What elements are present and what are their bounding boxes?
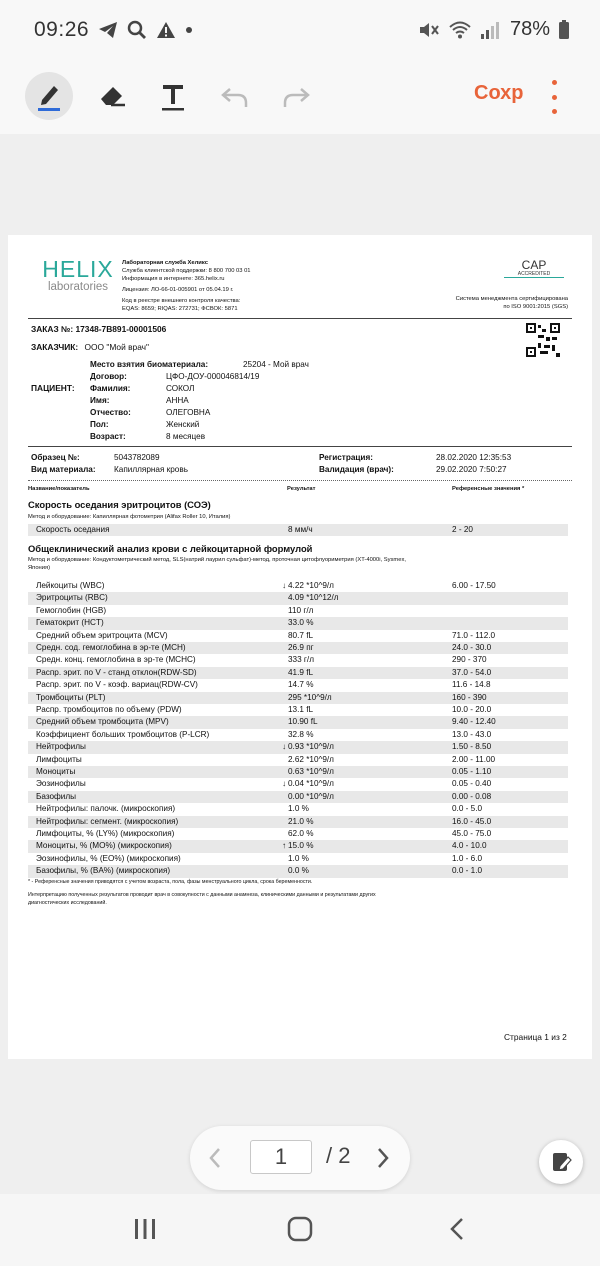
previous-page-icon[interactable]: [206, 1146, 224, 1170]
cell-ref: 1.0 - 6.0: [452, 853, 483, 863]
table-row: [28, 704, 568, 716]
table-row: [28, 816, 568, 828]
cell-name: Распр. тромбоцитов по объему (PDW): [36, 705, 182, 714]
cell-ref: 16.0 - 45.0: [452, 816, 492, 826]
cell-ref: 0.05 - 0.40: [452, 779, 492, 789]
cell-result: 21.0 %: [288, 816, 314, 826]
save-button[interactable]: Сохр: [474, 82, 524, 104]
cell-ref: 71.0 - 112.0: [452, 630, 496, 640]
lab-info: Информация в интернете: 365.helix.ru: [122, 276, 225, 282]
cell-result: 10.90 fL: [288, 717, 318, 727]
undo-button[interactable]: [211, 72, 259, 120]
pen-tool-button[interactable]: [25, 72, 73, 120]
table-row: [28, 754, 568, 766]
page-navigator: [190, 1126, 410, 1190]
table-row: [28, 642, 568, 654]
more-options-icon[interactable]: [548, 80, 560, 114]
cell-name: Эритроциты (RBC): [36, 593, 108, 603]
patient-block: Место взятия биоматериала: 25204 - Мой врач Договор: ЦФО-ДОУ-000046814/19 Фамилия: СОКОЛ Имя: АННА Отчество: ОЛЕГОВНА Пол: Женский Возраст: 8 месяцев: [90, 360, 309, 441]
table-row: [28, 716, 568, 728]
table-row: [28, 865, 568, 877]
cell-result: 26.9 пг: [288, 643, 314, 652]
cell-result: 32.8 %: [288, 729, 314, 739]
document-viewer[interactable]: [0, 134, 600, 1194]
cell-name: Лимфоциты, % (LY%) (микроскопия): [36, 829, 175, 838]
recent-apps-icon[interactable]: [133, 1218, 157, 1240]
table-row: [28, 853, 568, 865]
logo-laboratories: laboratories: [47, 281, 109, 293]
cell-ref: 0.05 - 1.10: [452, 767, 492, 776]
cell-result: 110 г/л: [288, 605, 314, 615]
material-value: Капиллярная кровь: [114, 465, 188, 474]
sample-value: 5043782089: [114, 453, 160, 462]
text-icon: [159, 81, 187, 111]
cell-name: Лейкоциты (WBC): [36, 581, 105, 590]
table-row: [28, 741, 568, 753]
registration-label: Регистрация:: [319, 453, 373, 462]
cell-name: Эозинофилы: [36, 779, 86, 789]
cell-name: Коэффициент больших тромбоцитов (P-LCR): [36, 729, 210, 739]
column-name-header: Название/показатель: [28, 486, 90, 492]
next-page-icon[interactable]: [374, 1146, 392, 1170]
cell-name: Базофилы, % (BA%) (микроскопия): [36, 866, 171, 876]
customer-label: ЗАКАЗЧИК:: [31, 342, 79, 352]
validation-value: 29.02.2020 7:50:27: [436, 465, 507, 474]
cell-ref: 13.0 - 43.0: [452, 729, 492, 739]
page-total: / 2: [326, 1143, 351, 1168]
cell-name: Средний объем эритроцита (MCV): [36, 630, 168, 640]
table-row: [28, 828, 568, 840]
order-number: ЗАКАЗ №: 17348-7B891-00001506: [31, 324, 167, 334]
cell-name: Гематокрит (HCT): [36, 618, 104, 628]
search-icon: [127, 20, 147, 40]
table-row: [28, 630, 568, 642]
cell-name: Распр. эрит. по V - станд отклон(RDW-SD): [36, 667, 197, 677]
interpretation-note: Интерпретацию полученных результатов проводит врач в совокупности с данными анамнеза, клиническими данными и результатами других диагностических исследований.: [28, 892, 376, 906]
cell-ref: 9.40 - 12.40: [452, 717, 496, 727]
table-row: [28, 654, 568, 666]
table-row: Скорость оседания 8 мм/ч 2 - 20: [28, 524, 568, 536]
table-row: [28, 692, 568, 704]
text-tool-button[interactable]: [149, 72, 197, 120]
cell-ref: 10.0 - 20.0: [452, 705, 492, 714]
cell-flag: ↑: [281, 841, 287, 851]
cell-ref: 45.0 - 75.0: [452, 829, 492, 838]
table-row: [28, 580, 568, 592]
cell-result: 1.0 %: [288, 804, 309, 814]
cell-result: 0.93 *10^9/л: [288, 742, 334, 752]
cbc-section-title: Общеклинический анализ крови с лейкоцитарной формулой: [28, 543, 313, 554]
battery-percent: 78%: [509, 18, 550, 40]
logo-helix: HELIX: [42, 256, 114, 282]
table-row: [28, 766, 568, 778]
redo-icon: [281, 83, 311, 109]
cell-ref: 0.0 - 1.0: [452, 866, 483, 876]
table-row: [28, 667, 568, 679]
cell-flag: ↓: [281, 779, 287, 789]
iso-line1: Система менеджмента сертифицирована: [455, 296, 568, 302]
wifi-icon: [448, 20, 472, 40]
lab-name: Лабораторная служба Хеликс: [122, 260, 208, 266]
signal-icon: [480, 20, 502, 40]
cell-result: 13.1 fL: [288, 705, 314, 714]
cell-result: 33.0 %: [288, 618, 314, 628]
cell-ref: 4.0 - 10.0: [452, 841, 487, 851]
cell-result: 4.22 *10^9/л: [288, 581, 334, 590]
cell-name: Моноциты, % (MO%) (микроскопия): [36, 841, 172, 851]
cell-ref: 6.00 - 17.50: [452, 581, 496, 590]
cell-ref: 1.50 - 8.50: [452, 742, 492, 752]
battery-icon: [558, 20, 570, 40]
cell-ref: 2.00 - 11.00: [452, 754, 496, 764]
cell-name: Эозинофилы, % (EO%) (микроскопия): [36, 853, 181, 863]
cell-result: 0.04 *10^9/л: [288, 779, 334, 789]
cell-result: 80.7 fL: [288, 630, 314, 640]
column-ref-header: Референсные значения *: [452, 486, 525, 492]
cell-result: 333 г/л: [288, 655, 314, 665]
document-page: [8, 235, 592, 1059]
status-bar: [0, 0, 600, 62]
status-time: 09:26: [34, 18, 90, 41]
cell-name: Гемоглобин (HGB): [36, 605, 107, 615]
cell-result: 0.0 %: [288, 866, 309, 876]
cell-name: Распр. эрит. по V - коэф. вариац(RDW-CV): [36, 680, 198, 690]
cell-result: 0.63 *10^9/л: [288, 767, 334, 776]
table-row: [28, 791, 568, 803]
mute-icon: [418, 20, 440, 40]
cap-logo: CAP ACCREDITED: [504, 259, 564, 278]
home-icon[interactable]: [287, 1216, 313, 1242]
editor-toolbar: [0, 62, 600, 134]
cell-result: 41.9 fL: [288, 667, 314, 677]
cell-name: Лимфоциты: [36, 754, 82, 764]
cell-name: Средний объем тромбоцита (MPV): [36, 717, 169, 727]
cell-ref: 0.00 - 0.08: [452, 791, 492, 801]
validation-label: Валидация (врач):: [319, 465, 394, 474]
cell-ref: 0.0 - 5.0: [452, 804, 483, 814]
table-row: [28, 605, 568, 617]
warning-icon: [156, 21, 176, 39]
cell-ref: 11.6 - 14.8: [452, 680, 491, 690]
system-nav-bar: [0, 1194, 600, 1266]
telegram-icon: [98, 21, 118, 39]
edit-pdf-button[interactable]: [539, 1140, 583, 1184]
edit-document-icon: [549, 1150, 573, 1174]
table-row: [28, 840, 568, 852]
eraser-icon: [97, 82, 127, 110]
cell-name: Нейтрофилы: палочк. (микроскопия): [36, 804, 176, 814]
cell-name: Средн. сод. гемоглобина в эр-те (MCH): [36, 643, 186, 652]
table-row: [28, 729, 568, 741]
sample-label: Образец №:: [31, 453, 80, 462]
table-row: [28, 592, 568, 604]
table-row: [28, 617, 568, 629]
esr-method: Метод и оборудование: Капиллярная фотометрия (Alifax Roller 10, Италия): [28, 514, 231, 520]
helix-logo: [38, 257, 118, 293]
cell-result: 0.00 *10^9/л: [288, 791, 334, 801]
cell-name: Нейтрофилы: [36, 742, 86, 752]
iso-line2: по ISO 9001:2015 (SGS): [503, 304, 568, 310]
cell-name: Базофилы: [36, 791, 77, 801]
lab-license: Лицензия: ЛО-66-01-005901 от 05.04.19 г.: [122, 287, 234, 293]
cell-result: 14.7 %: [288, 680, 314, 690]
table-row: [28, 803, 568, 815]
lab-reg-code: Код в реестре внешнего контроля качества:: [122, 298, 241, 304]
undo-icon: [220, 83, 250, 109]
customer-value: ООО "Мой врач": [84, 342, 150, 352]
cell-result: 62.0 %: [288, 829, 314, 838]
cell-flag: ↓: [281, 581, 287, 590]
page-number-input[interactable]: 1: [250, 1140, 312, 1174]
footnote: * - Референсные значения приводятся с учетом возраста, пола, фазы менструального цикла, срока беременности.: [28, 879, 313, 885]
cell-name: Тромбоциты (PLT): [36, 692, 106, 702]
back-icon[interactable]: [448, 1216, 466, 1242]
cell-name: Средн. конц. гемоглобина в эр-те (MCHC): [36, 655, 196, 665]
patient-label: ПАЦИЕНТ:: [31, 383, 75, 393]
cell-result: 295 *10^9/л: [288, 692, 332, 702]
lab-support: Служба клиентской поддержки: 8 800 700 03 01: [122, 268, 251, 274]
cell-name: Нейтрофилы: сегмент. (микроскопия): [36, 816, 179, 826]
cell-result: 1.0 %: [288, 853, 309, 863]
pen-icon: [35, 81, 63, 111]
cell-ref: 290 - 370: [452, 655, 487, 665]
eraser-tool-button[interactable]: [88, 72, 136, 120]
cbc-method: Метод и оборудование: Кондуктометрический метод, SLS(натрий лаурил сульфат)-метод, проточная цитофлуориметрия (XT-4000i, Sysmex, Япония): [28, 557, 406, 571]
page-footer: Страница 1 из 2: [504, 1032, 567, 1042]
table-row: [28, 679, 568, 691]
registration-value: 28.02.2020 12:35:53: [436, 453, 512, 462]
cell-name: Моноциты: [36, 767, 76, 776]
table-row: [28, 778, 568, 790]
cell-result: 2.62 *10^9/л: [288, 754, 334, 764]
cell-ref: 37.0 - 54.0: [452, 667, 492, 677]
qr-code-icon: [526, 323, 560, 357]
redo-button[interactable]: [272, 72, 320, 120]
cell-ref: 24.0 - 30.0: [452, 643, 492, 652]
esr-section-title: Скорость оседания эритроцитов (СОЭ): [28, 499, 211, 510]
cell-result: 15.0 %: [288, 841, 314, 851]
column-result-header: Результат: [287, 486, 316, 492]
cell-result: 4.09 *10^12/л: [288, 593, 339, 603]
cell-ref: 160 - 390: [452, 692, 487, 702]
dot-icon: [185, 26, 193, 34]
lab-eqas: EQAS: 8659; RIQAS: 272731; ФСВОК: 5871: [122, 306, 238, 312]
cell-flag: ↓: [281, 742, 287, 752]
material-label: Вид материала:: [31, 465, 96, 474]
